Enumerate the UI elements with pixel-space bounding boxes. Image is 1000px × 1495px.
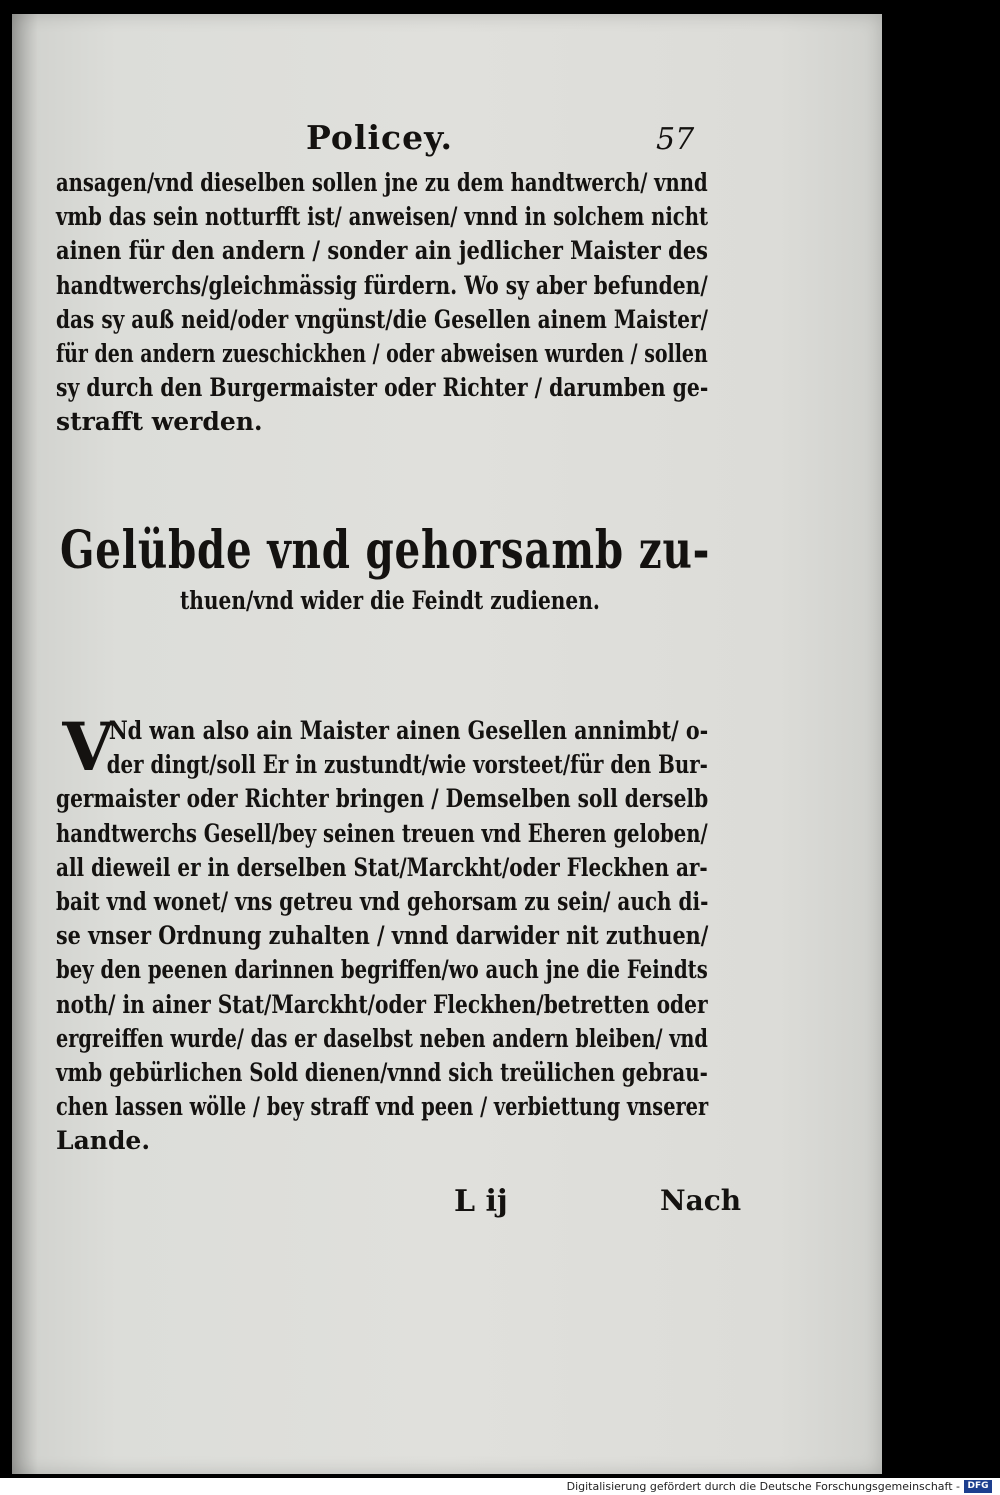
paragraph-2-line: der dingt/soll Er in zustundt/wie vorsteet/für den Bur-	[106, 750, 708, 780]
paragraph-1-line: strafft werden.	[56, 407, 263, 437]
paragraph-2-line: handtwerchs Gesell/bey seinen treuen vnd Eheren geloben/	[56, 818, 708, 848]
paragraph-2-line: germaister oder Richter bringen / Demselben soll derselb	[56, 784, 709, 814]
signature-mark: L ij	[454, 1184, 508, 1219]
footer-credit: Digitalisierung gefördert durch die Deutsche Forschungsgemeinschaft -	[566, 1480, 960, 1493]
paragraph-2-line: ergreiffen wurde/ das er daselbst neben andern bleiben/ vnd	[56, 1023, 708, 1053]
section-heading: Gelübde vnd gehorsamb zu-	[60, 520, 711, 581]
paragraph-2-line: chen lassen wölle / bey straff vnd peen / verbiettung vnserer	[56, 1092, 709, 1122]
paragraph-1-line: ansagen/vnd dieselben sollen jne zu dem handtwerch/ vnnd	[56, 168, 708, 197]
book-page	[12, 14, 882, 1474]
paragraph-1-line: handtwerchs/gleichmässig fürdern. Wo sy aber befunden/	[56, 270, 708, 300]
page-number: 57	[656, 122, 695, 157]
running-head: Policey.	[306, 118, 453, 157]
paragraph-1-line: ainen für den andern / sonder ain jedlicher Maister des	[56, 236, 708, 266]
gutter-shadow	[12, 14, 38, 1474]
paragraph-1-line: vmb das sein notturfft ist/ anweisen/ vnnd in solchem nicht	[56, 202, 709, 232]
paragraph-2-line: noth/ in ainer Stat/Marckht/oder Fleckhen/betretten oder	[56, 989, 708, 1019]
paragraph-2-line: bey den peenen darinnen begriffen/wo auch jne die Feindts	[56, 955, 708, 985]
paragraph-2-line: bait vnd wonet/ vns getreu vnd gehorsam zu sein/ auch di-	[56, 887, 709, 917]
paragraph-2-line: vmb gebürlichen Sold dienen/vnnd sich treülichen gebrau-	[56, 1058, 708, 1088]
paragraph-1-line: das sy auß neid/oder vngünst/die Gesellen ainem Maister/	[56, 304, 708, 334]
catchword: Nach	[660, 1184, 742, 1217]
decorated-initial: V	[62, 708, 114, 786]
paragraph-2-line: Lande.	[56, 1126, 151, 1156]
paragraph-1	[56, 166, 708, 440]
paragraph-1-line: für den andern zueschickhen / oder abweisen wurden / sollen	[56, 339, 708, 369]
dfg-logo-icon: DFG	[964, 1480, 992, 1493]
section-subheading: thuen/vnd wider die Feindt zudienen.	[180, 586, 600, 615]
paragraph-2-line: se vnser Ordnung zuhalten / vnnd darwider nit zuthuen/	[56, 921, 709, 951]
paragraph-1-line: sy durch den Burgermaister oder Richter / darumben ge-	[56, 373, 709, 403]
paragraph-2	[56, 708, 709, 1159]
paragraph-2-line: Nd wan also ain Maister ainen Gesellen annimbt/ o-	[108, 716, 709, 745]
paragraph-2-line: all dieweil er in derselben Stat/Marckht/oder Fleckhen ar-	[56, 852, 708, 882]
